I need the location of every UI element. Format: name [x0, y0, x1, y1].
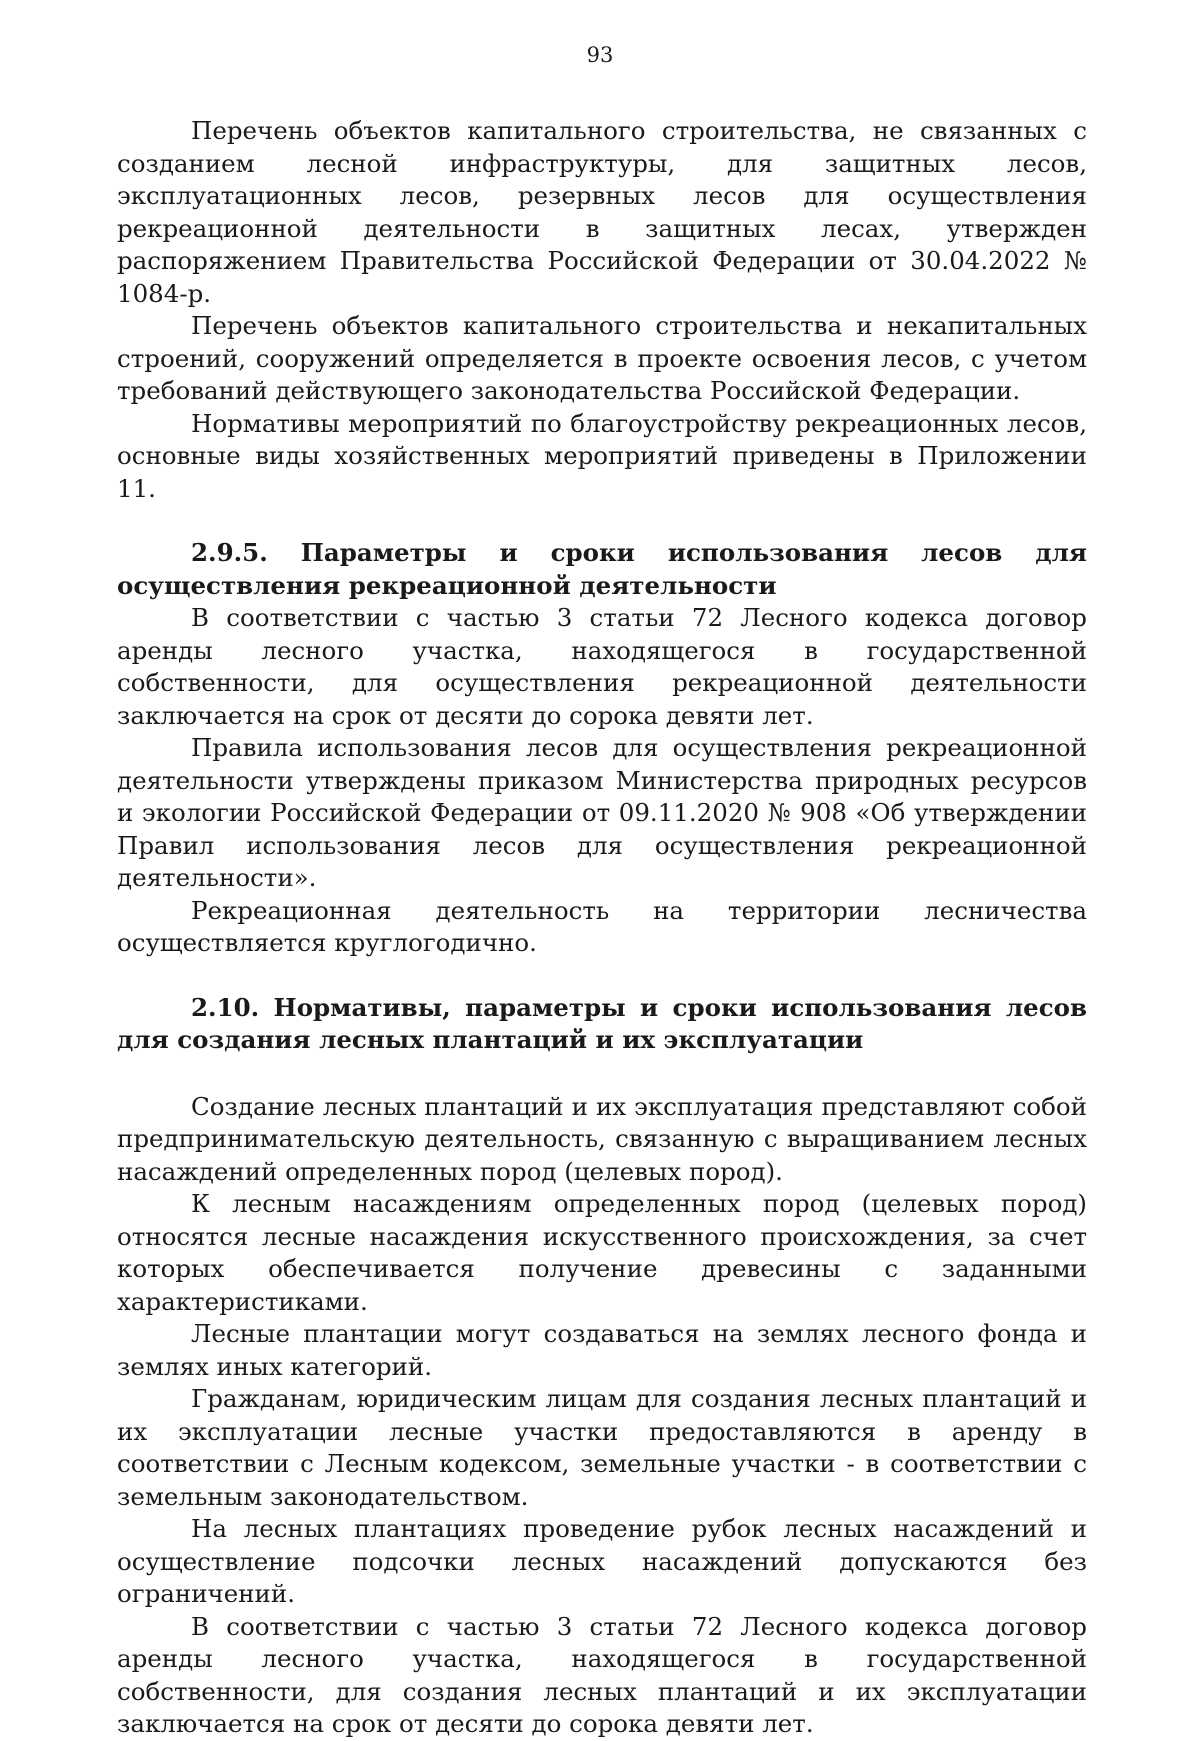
paragraph: Перечень объектов капитального строительства и некапитальных строений, сооружений определяется в проекте освоения лесов, с учетом требований действующего законодательства Российской Федерации.	[117, 311, 1087, 405]
paragraph: Правила использования лесов для осуществления рекреационной деятельности утверждены приказом Министерства природных ресурсов и экологии Российской Федерации от 09.11.2020 № 908 «Об утверждении Правил использования лесов для осуществления рекреационной деятельности».	[117, 733, 1087, 892]
paragraph: Гражданам, юридическим лицам для создания лесных плантаций и их эксплуатации лесные участки предоставляются в аренду в соответствии с Лесным кодексом, земельные участки - в соответствии с земельным законодательством.	[117, 1384, 1087, 1511]
paragraph: Лесные плантации могут создаваться на землях лесного фонда и землях иных категорий.	[117, 1319, 1087, 1381]
paragraph: Рекреационная деятельность на территории лесничества осуществляется круглогодично.	[117, 895, 1087, 957]
paragraph: К лесным насаждениям определенных пород (целевых пород) относятся лесные насаждения искусственного происхождения, за счет которых обеспечивается получение древесины с заданными характеристиками.	[117, 1189, 1087, 1316]
paragraph: На лесных плантациях проведение рубок лесных насаждений и осуществление подсочки лесных насаждений допускаются без ограничений.	[117, 1514, 1087, 1608]
page-number: 93	[586, 43, 614, 67]
paragraph: В соответствии с частью 3 статьи 72 Лесного кодекса договор аренды лесного участка, находящегося в государственной собственности, для создания лесных плантаций и их эксплуатации заключается на срок от десяти до сорока девяти лет.	[117, 1611, 1087, 1738]
paragraph: Перечень объектов капитального строительства, не связанных с созданием лесной инфраструктуры, для защитных лесов, эксплуатационных лесов, резервных лесов для осуществления рекреационной деятельности в защитных лесах, утвержден распоряжением Правительства Российской Федерации от 30.04.2022 № 1084-р.	[117, 116, 1087, 308]
paragraph: Создание лесных плантаций и их эксплуатация представляют собой предпринимательскую деятельность, связанную с выращиванием лесных насаждений определенных пород (целевых пород).	[117, 1091, 1087, 1186]
section-heading-2-10: 2.10. Нормативы, параметры и сроки использования лесов для создания лесных плантаций и их эксплуатации	[117, 992, 1087, 1054]
paragraph: В соответствии с частью 3 статьи 72 Лесного кодекса договор аренды лесного участка, находящегося в государственной собственности, для осуществления рекреационной деятельности заключается на срок от десяти до сорока девяти лет.	[117, 603, 1087, 730]
paragraph: Нормативы мероприятий по благоустройству рекреационных лесов, основные виды хозяйственных мероприятий приведены в Приложении 11.	[117, 408, 1087, 503]
document-body	[117, 115, 1087, 1741]
section-heading-2-9-5: 2.9.5. Параметры и сроки использования лесов для осуществления рекреационной деятельности	[117, 538, 1087, 600]
